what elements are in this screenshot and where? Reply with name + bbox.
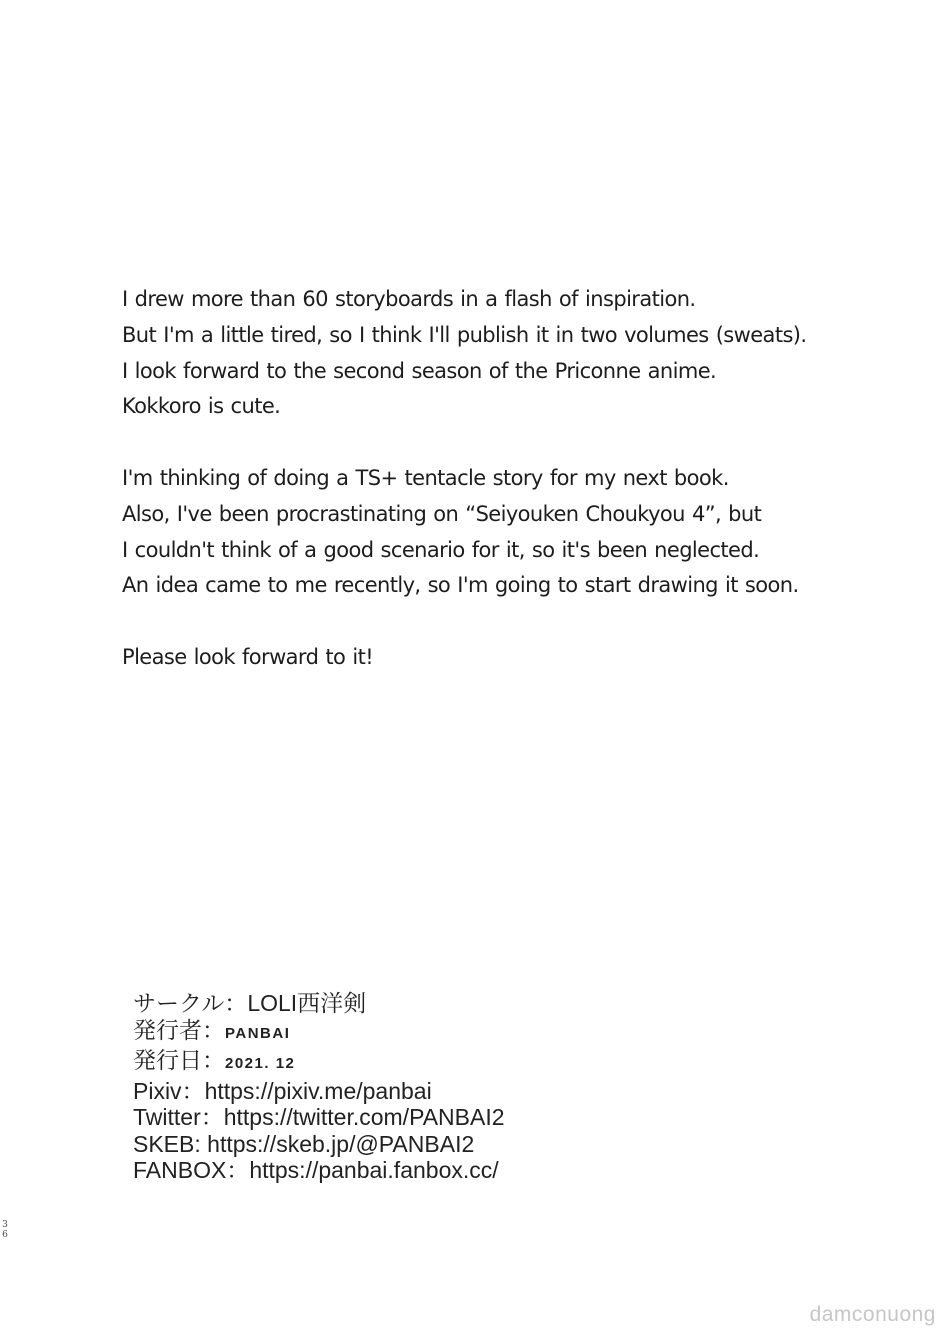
colophon-twitter-label: Twitter： [133, 1104, 224, 1130]
afterword-text [122, 282, 842, 676]
twitter-link: https://twitter.com/PANBAI2 [223, 1104, 505, 1130]
skeb-link: https://skeb.jp/@PANBAI2 [207, 1130, 475, 1157]
colophon-pixiv [133, 1078, 505, 1105]
colophon [133, 990, 505, 1184]
colophon-publisher-value: PANBAI [225, 1024, 291, 1042]
afterword-line: But I'm a little tired, so I think I'll publish it in two volumes (sweats). [122, 322, 807, 347]
page-number [0, 1220, 10, 1240]
afterword-line: I drew more than 60 storyboards in a flash of inspiration. [122, 287, 696, 311]
afterword-line: An idea came to me recently, so I'm going to start drawing it soon. [122, 573, 799, 598]
colophon-pixiv-label: Pixiv： [133, 1077, 205, 1104]
afterword-line: I look forward to the second season of the Priconne anime. [122, 358, 717, 383]
afterword-line: Also, I've been procrastinating on “Seiyouken Choukyou 4”, but [122, 501, 762, 526]
pixiv-link: https://pixiv.me/panbai [204, 1077, 432, 1104]
paragraph-gap [122, 425, 842, 461]
afterword-line: Kokkoro is cute. [122, 394, 281, 419]
page-number-digit: 3 [2, 1220, 8, 1230]
colophon-date [133, 1047, 505, 1078]
colophon-skeb-label: SKEB: [133, 1130, 208, 1157]
colophon-circle [133, 990, 505, 1017]
fanbox-link: https://panbai.fanbox.cc/ [249, 1157, 499, 1183]
colophon-skeb [133, 1131, 505, 1158]
colophon-fanbox [133, 1157, 505, 1184]
colophon-circle-value: LOLI西洋剣 [247, 990, 367, 1016]
afterword-line: Please look forward to it! [122, 644, 374, 669]
colophon-circle-label: サークル： [133, 990, 248, 1016]
afterword-line: I'm thinking of doing a TS+ tentacle story for my next book. [122, 465, 729, 490]
colophon-publisher [133, 1017, 505, 1048]
watermark: damconuong [809, 1303, 936, 1326]
colophon-date-value: 2021. 12 [225, 1055, 296, 1072]
page-number-digit: 6 [2, 1230, 8, 1240]
paragraph-gap [122, 604, 842, 640]
afterword-line: I couldn't think of a good scenario for it, so it's been neglected. [122, 537, 760, 562]
colophon-publisher-label: 発行者： [133, 1016, 225, 1043]
colophon-twitter [133, 1104, 505, 1131]
colophon-fanbox-label: FANBOX： [133, 1157, 250, 1183]
colophon-date-label: 発行日： [133, 1047, 225, 1073]
